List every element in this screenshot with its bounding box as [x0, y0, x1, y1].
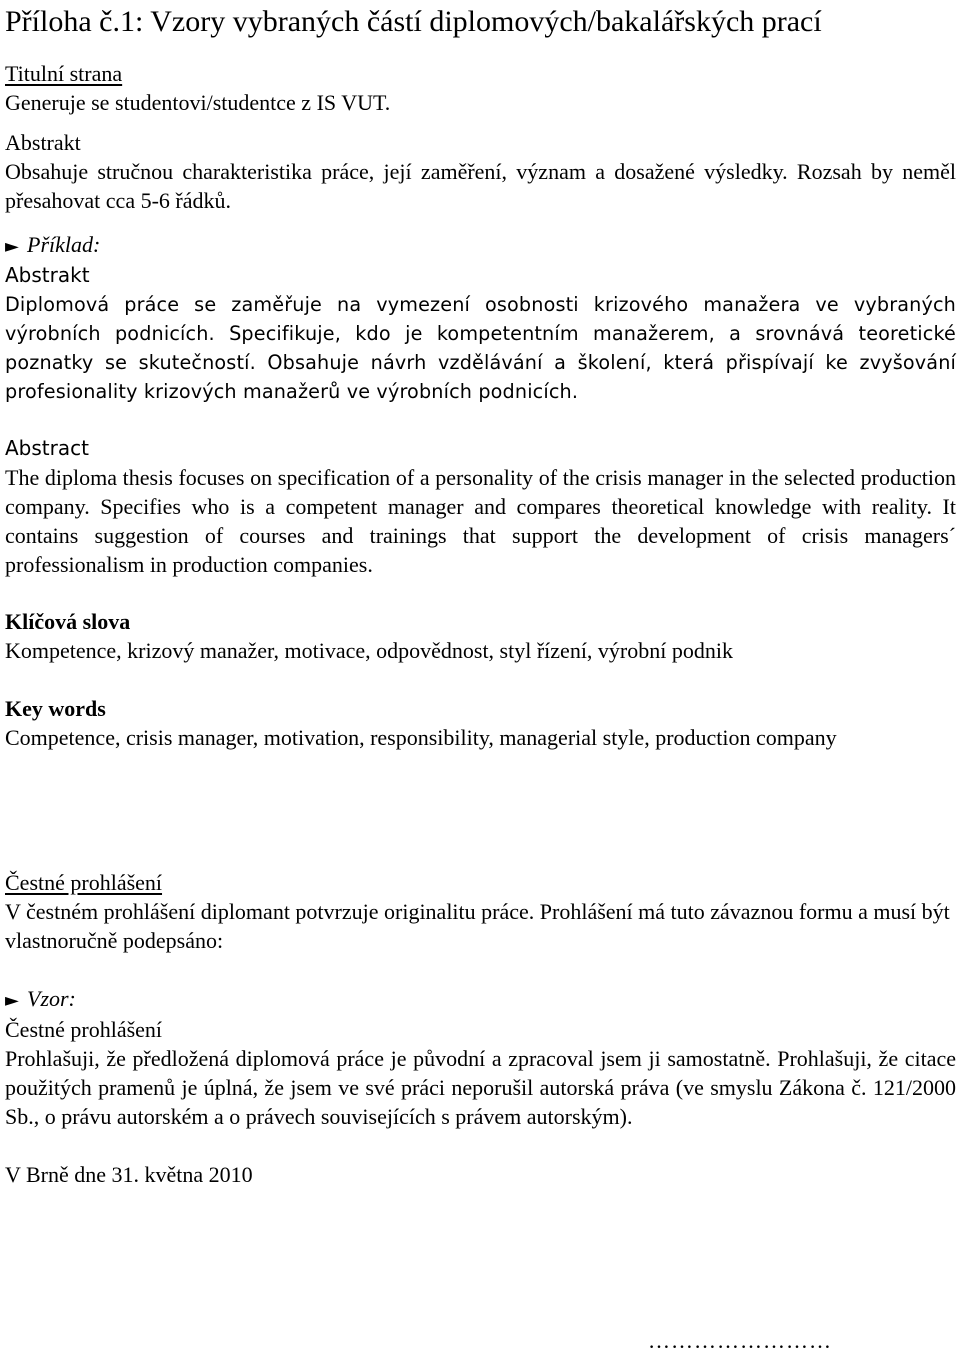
document-page: [5, 0, 956, 1189]
section-heading-cestne-prohlaseni: Čestné prohlášení: [5, 870, 163, 895]
template-block: [5, 984, 956, 1189]
section-cestne-prohlaseni: [5, 868, 956, 955]
keywords-cz-heading: Klíčová slova: [5, 609, 131, 634]
arrow-right-icon: ►: [5, 990, 19, 1011]
example-label-line: [5, 230, 956, 261]
example-abstract-heading: Abstract: [5, 436, 89, 460]
template-label: Vzor:: [27, 986, 76, 1011]
example-block: [5, 230, 956, 752]
section-heading-abstrakt: Abstrakt: [5, 130, 81, 155]
section-text-cestne-prohlaseni: V čestném prohlášení diplomant potvrzuje originalitu práce. Prohlášení má tuto závaznou formu a musí být vlastnoručně podepsáno:: [5, 899, 950, 953]
keywords-en-text: Competence, crisis manager, motivation, responsibility, managerial style, production company: [5, 725, 837, 750]
template-label-line: [5, 984, 956, 1015]
keywords-cz-text: Kompetence, krizový manažer, motivace, odpovědnost, styl řízení, výrobní podnik: [5, 638, 733, 663]
example-abstrakt-heading: Abstrakt: [5, 263, 90, 287]
template-heading: Čestné prohlášení: [5, 1017, 163, 1042]
section-text-abstrakt: Obsahuje stručnou charakteristika práce, její zaměření, význam a dosažené výsledky. Rozsah by neměl přesahovat cca 5-6 řádků.: [5, 159, 956, 213]
template-text: Prohlašuji, že předložená diplomová práce je původní a zpracoval jsem ji samostatně. Prohlašuji, že citace použitých pramenů je úplná, že jsem ve své práci neporušil autorská práva (ve smyslu Zákona č. 121/2000 Sb., o právu autorském a o právech souvisejících s právem autorským).: [5, 1046, 956, 1129]
page-title: Příloha č.1: Vzory vybraných částí diplomových/bakalářských prací: [5, 5, 822, 38]
signature-line: ……………………: [648, 1328, 832, 1353]
template-date-line: V Brně dne 31. května 2010: [5, 1162, 253, 1187]
section-titulni-strana: [5, 59, 956, 117]
section-text-titulni-strana: Generuje se studentovi/studentce z IS VUT.: [5, 90, 391, 115]
section-heading-titulni-strana: Titulní strana: [5, 61, 123, 86]
arrow-right-icon: ►: [5, 236, 19, 257]
example-abstrakt-text: Diplomová práce se zaměřuje na vymezení osobnosti krizového manažera ve vybraných výrobních podnicích. Specifikuje, kdo je kompetentním manažerem, a srovnává teoretické poznatky se skutečností. Obsahuje návrh vzdělávání a školení, která přispívají ke zvyšování profesionality krizových manažerů ve výrobních podnicích.: [5, 293, 956, 403]
section-abstrakt-info: [5, 128, 956, 215]
keywords-en-heading: Key words: [5, 696, 106, 721]
example-abstract-text: The diploma thesis focuses on specification of a personality of the crisis manager in the selected production company. Specifies who is a competent manager and compares theoretical knowledge with reality. It contains suggestion of courses and trainings that support the development of crisis managers´ professionalism in production companies.: [5, 465, 956, 577]
example-label: Příklad:: [27, 232, 101, 257]
